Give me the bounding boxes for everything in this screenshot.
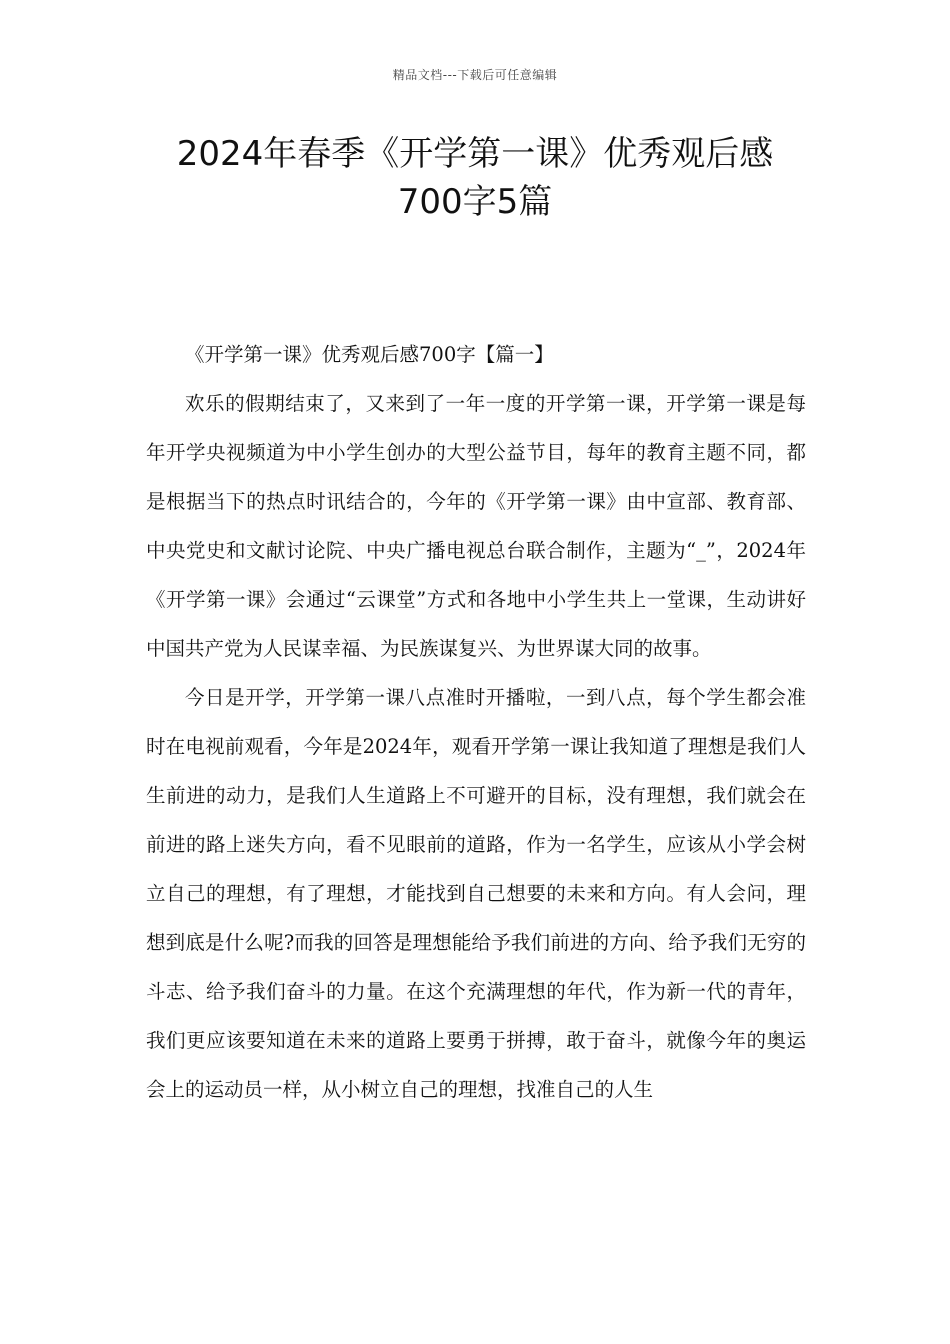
document-title [120,130,830,226]
section-heading: 《开学第一课》优秀观后感700字【篇一】 [185,343,554,366]
document-title-line-1: 2024年春季《开学第一课》优秀观后感 [176,134,774,174]
document-title-line-2: 700字5篇 [397,182,553,222]
document-body [146,330,806,1114]
header-note: 精品文档---下载后可任意编辑 [392,68,558,82]
body-paragraph-2: 今日是开学，开学第一课八点准时开播啦，一到八点，每个学生都会准时在电视前观看，今年是2024年，观看开学第一课让我知道了理想是我们人生前进的动力，是我们人生道路上不可避开的目标，没有理想，我们就会在前进的路上迷失方向，看不见眼前的道路，作为一名学生，应该从小学会树立自己的理想，有了理想，才能找到自己想要的未来和方向。有人会问，理想到底是什么呢?而我的回答是理想能给予我们前进的方向、给予我们无穷的斗志、给予我们奋斗的力量。在这个充满理想的年代，作为新一代的青年，我们更应该要知道在未来的道路上要勇于拼搏，敢于奋斗，就像今年的奥运会上的运动员一样，从小树立自己的理想，找准自己的人生 [146,686,806,1101]
body-paragraph-1: 欢乐的假期结束了，又来到了一年一度的开学第一课，开学第一课是每年开学央视频道为中小学生创办的大型公益节目，每年的教育主题不同，都是根据当下的热点时讯结合的，今年的《开学第一课》由中宣部、教育部、中央党史和文献讨论院、中央广播电视总台联合制作，主题为“_”，2024年《开学第一课》会通过“云课堂”方式和各地中小学生共上一堂课，生动讲好中国共产党为人民谋幸福、为民族谋复兴、为世界谋大同的故事。 [146,392,806,660]
